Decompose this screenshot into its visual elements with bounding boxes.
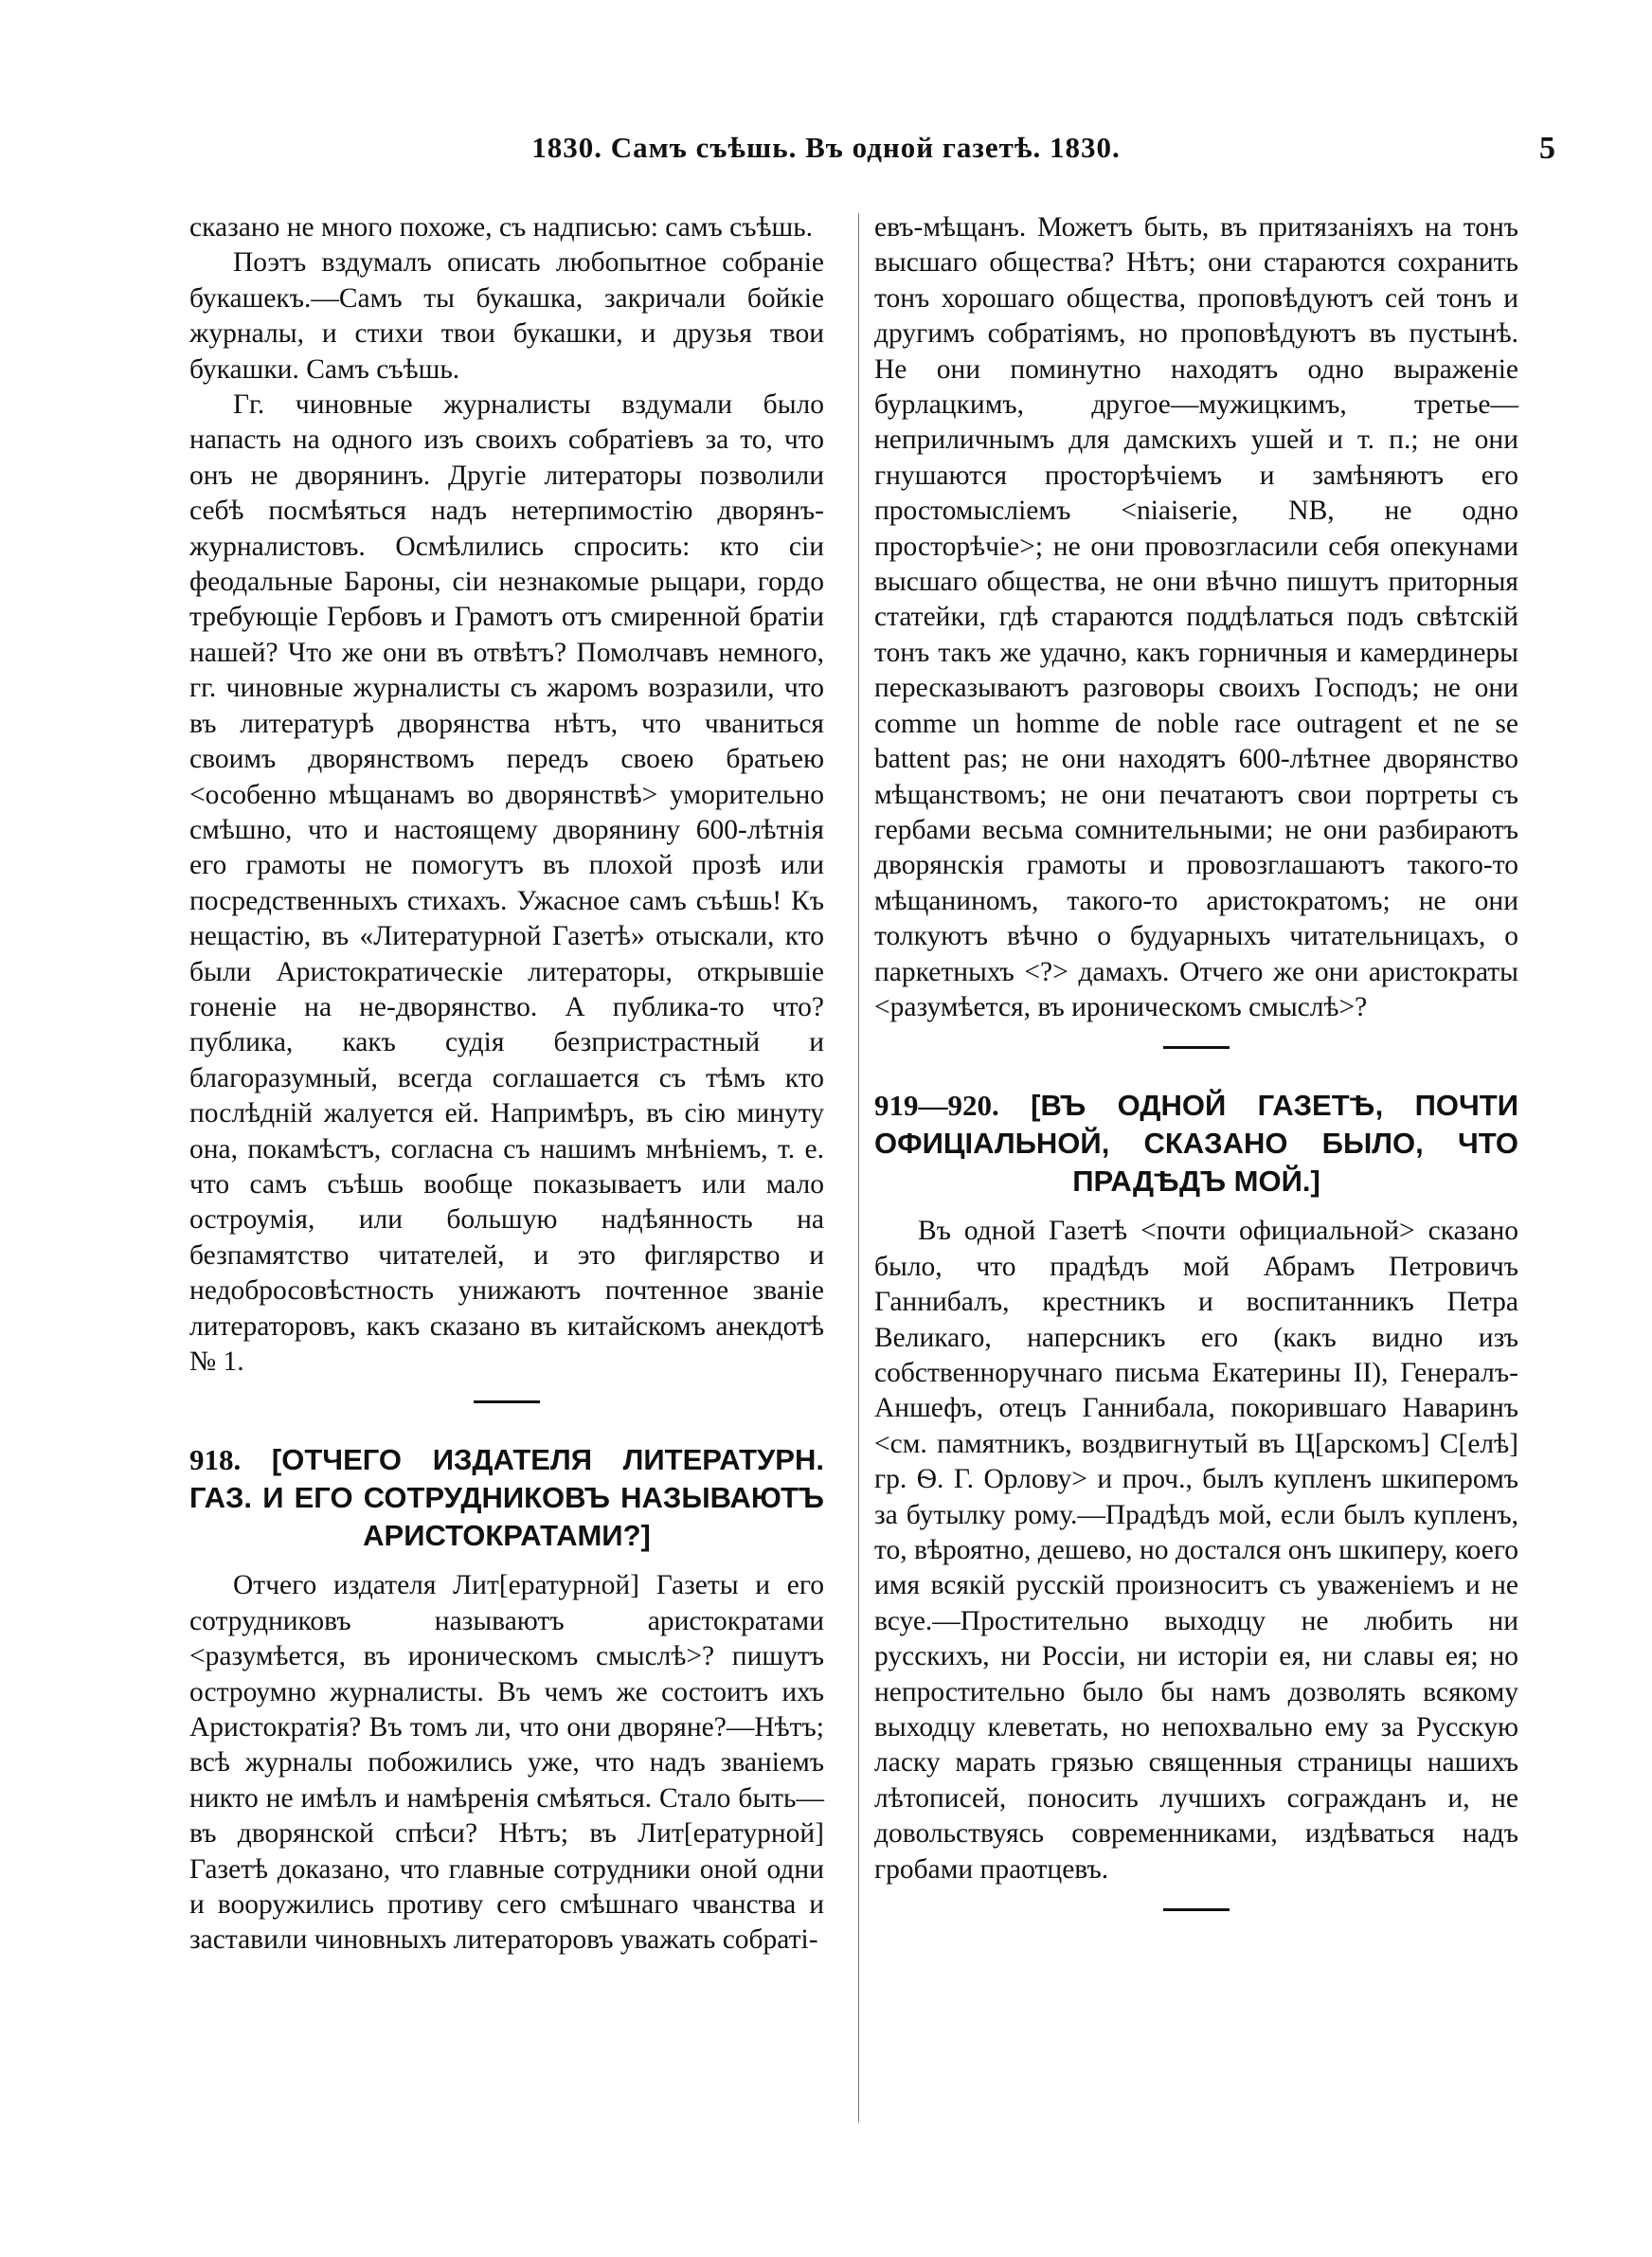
column-divider (858, 213, 859, 2122)
section-separator (474, 1400, 540, 1403)
right-column (874, 210, 1518, 1949)
section-heading-919-920 (874, 1087, 1518, 1201)
page-header (0, 131, 1652, 174)
paragraph: Въ одной Газетѣ <почти официальной> сказано было, что прадѣдъ мой Абрамъ Петровичъ Ганнибалъ, крестникъ и воспитанникъ Петра Великаго, наперсникъ его (какъ видно изъ собственноручнаго письма Екатерины II), Генералъ-Аншефъ, отецъ Ганнибала, покорившаго Наваринъ <см. памятникъ, воздвигнутый въ Ц[арскомъ] С[елѣ] гр. Ѳ. Г. Орлову> и проч., былъ купленъ шкиперомъ за бутылку рому.—Прадѣдъ мой, если былъ купленъ, то, вѣроятно, дешево, но достался онъ шкиперу, коего имя всякій русскій произноситъ съ уваженіемъ и не всуе.—Простительно выходцу не любить ни русскихъ, ни Россіи, ни исторіи ея, ни славы ея; но непростительно было бы намъ дозволять всякому выходцу клеветать, но непохвально ему за Русскую ласку марать грязью священныя страницы нашихъ лѣтописей, поносить лучшихъ согражданъ и, не довольствуясь современниками, издѣваться надъ гробами праотцевъ. (874, 1216, 1518, 1885)
paragraph: евъ-мѣщанъ. Можетъ быть, въ притязаніяхъ на тонъ высшаго общества? Нѣтъ; они стараются сохранить тонъ хорошаго общества, проповѣдуютъ сей тонъ и другимъ собратіямъ, но проповѣдуютъ въ пустынѣ. Не они поминутно находятъ одно выраженіе бурлацкимъ, другое—мужицкимъ, третье—неприличнымъ для дамскихъ ушей и т. п.; не они гнушаются просторѣчіемъ и замѣняютъ его простомысліемъ <niaiserie, NB, не одно просторѣчіе>; не они провозгласили себя опекунами высшаго общества, не они вѣчно пишутъ приторныя статейки, гдѣ стараются поддѣлаться подъ свѣтскій тонъ такъ же удачно, какъ горничныя и камердинеры пересказываютъ разговоры своихъ Господъ; не они comme un homme de noble race outragent et ne se battent pas; не они находятъ 600-лѣтнее дворянство мѣщанствомъ; не они печатаютъ свои портреты съ гербами весьма сомнительными; не они разбираютъ дворянскія грамоты и провозглашаютъ такого-то мѣщаниномъ, такого-то аристократомъ; не они толкуютъ вѣчно о будуарныхъ читательницахъ, о паркетныхъ <?> дамахъ. Отчего же они аристократы <разумѣется, въ ироническомъ смыслѣ>? (874, 212, 1518, 1022)
section-number: 918. (189, 1443, 242, 1477)
section-heading-918 (189, 1441, 824, 1555)
paragraph: Отчего издателя Лит[ературной] Газеты и его сотрудниковъ называютъ аристократами <разумѣется, въ ироническомъ смыслѣ>? пишутъ остроумно журналисты. Въ чемъ же состоитъ ихъ Аристократія? Въ томъ ли, что они дворяне?—Нѣтъ; всѣ журналы побожились уже, что надъ званіемъ никто не имѣлъ и намѣренія смѣяться. Стало быть—въ дворянской спѣси? Нѣтъ; въ Лит[ературной] Газетѣ доказано, что главные сотрудники оной одни и вооружились противу сего смѣшнаго чванства и заставили чиновныхъ литераторовъ уважать собраті- (189, 1570, 824, 1956)
left-column (189, 210, 824, 1959)
paragraph: сказано не много похоже, съ надписью: самъ съѣшь. (189, 212, 814, 243)
paragraph: Поэтъ вздумалъ описать любопытное собраніе букашекъ.—Самъ ты букашка, закричали бойкіе журналы, и стихи твои букашки, и друзья твои букашки. Самъ съѣшь. (189, 247, 824, 385)
section-number: 919—920. (874, 1089, 999, 1123)
section-title: [ВЪ ОДНОЙ ГАЗЕТѢ, ПОЧТИ ОФИЦІАЛЬНОЙ, СКАЗАНО БЫЛО, ЧТО ПРАДѢДЪ МОЙ.] (874, 1089, 1518, 1199)
section-separator (1163, 1046, 1230, 1049)
running-head: 1830. Самъ съѣшь. Въ одной газетѣ. 1830. (531, 131, 1121, 164)
paragraph: Гг. чиновные журналисты вздумали было напасть на одного изъ своихъ собратіевъ за то, что онъ не дворянинъ. Другіе литераторы позволили себѣ посмѣяться надъ нетерпимостію дворянъ-журналистовъ. Осмѣлились спросить: кто сіи феодальные Бароны, сіи незнакомые рыцари, гордо требующіе Гербовъ и Грамотъ отъ смиренной братіи нашей? Что же они въ отвѣтъ? Помолчавъ немного, гг. чиновные журналисты съ жаромъ возразили, что въ литературѣ дворянства нѣтъ, что чваниться своимъ дворянствомъ передъ своею братьею <особенно мѣщанамъ во дворянствѣ> уморительно смѣшно, что и настоящему дворянину 600-лѣтнія его грамоты не помогутъ въ плохой прозѣ или посредственныхъ стихахъ. Ужасное самъ съѣшь! Къ нещастію, въ «Литературной Газетѣ» отыскали, кто были Аристократическіе литераторы, открывшіе гоненіе на не-дворянство. А публика-то что? публика, какъ судія безпристрастный и благоразумный, всегда соглашается съ тѣмъ кто послѣдній жалуется ей. Напримѣръ, въ сію минуту она, покамѣстъ, согласна съ нашимъ мнѣніемъ, т. е. что самъ съѣшь вообще показываетъ или мало остроумія, или большую надѣянность на безпамятство читателей, и это фиглярство и недобросовѣстность унижаютъ почтенное званіе литераторовъ, какъ сказано въ китайскомъ анекдотѣ № 1. (189, 389, 824, 1377)
page-number: 5 (1539, 131, 1555, 166)
section-title: [ОТЧЕГО ИЗДАТЕЛЯ ЛИТЕРАТУРН. ГАЗ. И ЕГО СОТРУДНИКОВЪ НАЗЫВАЮТЪ АРИСТОКРАТАМИ?] (189, 1443, 824, 1553)
section-separator (1163, 1908, 1230, 1911)
